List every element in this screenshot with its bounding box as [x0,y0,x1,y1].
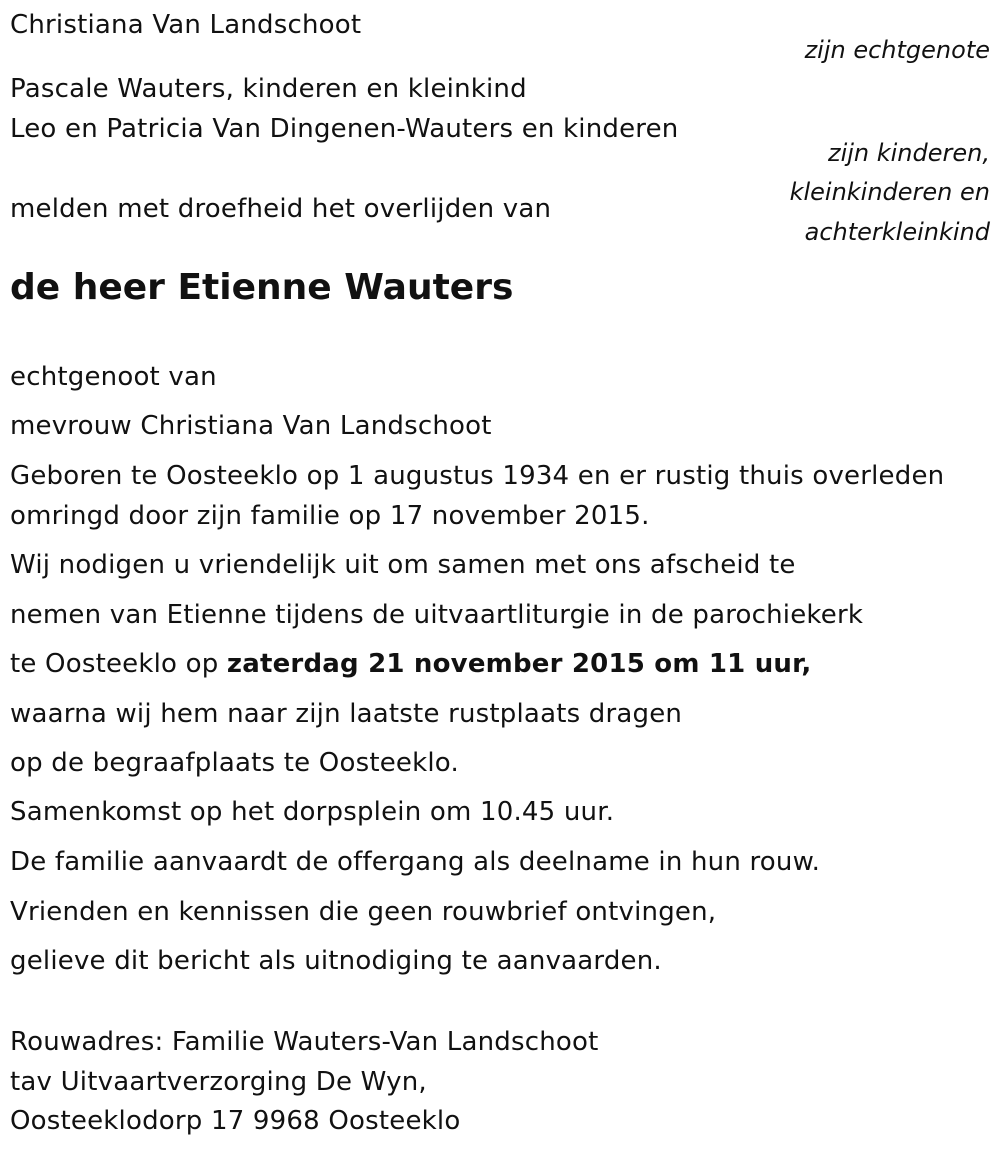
ceremony-prefix: te Oosteeklo op [10,649,227,679]
body-line: omringd door zijn familie op 17 november 2015. [10,501,650,531]
closing-line: De familie aanvaardt de offergang als deelname in hun rouw. [10,847,821,877]
announcement-line: melden met droefheid het overlijden van [10,194,552,224]
body-line: Wij nodigen u vriendelijk uit om samen met ons afscheid te [10,550,796,580]
address-line: Rouwadres: Familie Wauters-Van Landschoot [10,1027,599,1057]
closing-line: waarna wij hem naar zijn laatste rustplaats dragen [10,699,683,729]
family-line-children-1: Pascale Wauters, kinderen en kleinkind [10,74,527,104]
address-line: Oosteeklodorp 17 9968 Oosteeklo [10,1106,461,1136]
closing-line: gelieve dit bericht als uitnodiging te aanvaarden. [10,946,662,976]
deceased-name: de heer Etienne Wauters [10,267,514,308]
address-line: tav Uitvaartverzorging De Wyn, [10,1067,427,1097]
ceremony-line [10,649,811,679]
ceremony-datetime: zaterdag 21 november 2015 om 11 uur, [226,649,812,679]
relation-note-children-2: kleinkinderen en [789,178,990,206]
body-line: Geboren te Oosteeklo op 1 augustus 1934 en er rustig thuis overleden [10,461,945,491]
body-line: echtgenoot van [10,362,217,392]
closing-line: Samenkomst op het dorpsplein om 10.45 uur. [10,797,615,827]
family-line-spouse: Christiana Van Landschoot [10,10,362,40]
family-line-children-2: Leo en Patricia Van Dingenen-Wauters en kinderen [10,114,679,144]
body-line: mevrouw Christiana Van Landschoot [10,411,492,441]
relation-note-children-1: zijn kinderen, [827,139,990,167]
relation-note-children-3: achterkleinkind [804,218,990,246]
closing-line: Vrienden en kennissen die geen rouwbrief ontvingen, [10,897,717,927]
body-line: nemen van Etienne tijdens de uitvaartliturgie in de parochiekerk [10,600,864,630]
closing-line: op de begraafplaats te Oosteeklo. [10,748,459,778]
relation-note-spouse: zijn echtgenote [804,36,990,64]
